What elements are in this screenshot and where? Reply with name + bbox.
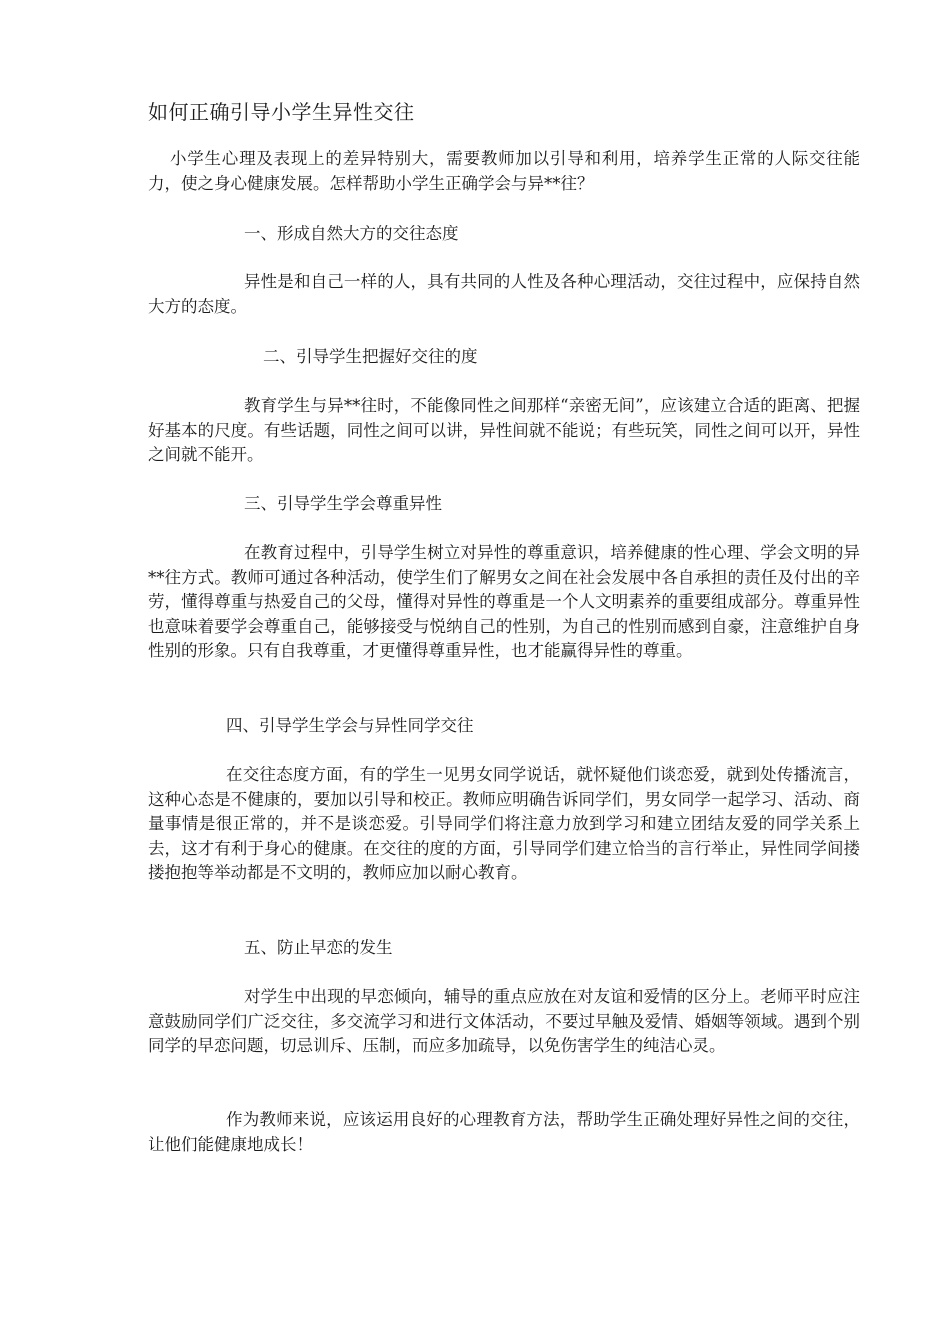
section-1-body: 异性是和自己一样的人，具有共同的人性及各种心理活动，交往过程中，应保持自然大方的态度。 (148, 272, 860, 316)
intro-paragraph: 小学生心理及表现上的差异特别大，需要教师加以引导和利用，培养学生正常的人际交往能力，使之身心健康发展。怎样帮助小学生正确学会与异**往？ (148, 149, 860, 193)
section-2-heading: 二、引导学生把握好交往的度 (263, 347, 478, 366)
section-5-body: 对学生中出现的早恋倾向，辅导的重点应放在对友谊和爱情的区分上。老师平时应注意鼓励同学们广泛交往，多交流学习和进行文体活动，不要过早触及爱情、婚姻等领域。遇到个别同学的早恋问题，切忌训斥、压制，而应多加疏导，以免伤害学生的纯洁心灵。 (148, 987, 860, 1055)
section-3-body: 在教育过程中，引导学生树立对异性的尊重意识，培养健康的性心理、学会文明的异**往方式。教师可通过各种活动，使学生们了解男女之间在社会发展中各自承担的责任及付出的辛劳，懂得尊重与热爱自己的父母，懂得对异性的尊重是一个人文明素养的重要组成部分。尊重异性也意味着要学会尊重自己，能够接受与悦纳自己的性别，为自己的性别而感到自豪，注意维护自身性别的形象。只有自我尊重，才更懂得尊重异性，也才能赢得异性的尊重。 (148, 543, 860, 660)
document-title: 如何正确引导小学生异性交往 (148, 100, 415, 124)
section-4-heading: 四、引导学生学会与异性同学交往 (226, 716, 474, 735)
section-5-heading: 五、防止早恋的发生 (244, 938, 393, 957)
conclusion-paragraph: 作为教师来说，应该运用良好的心理教育方法，帮助学生正确处理好异性之间的交往，让他们能健康地成长！ (148, 1110, 860, 1154)
section-4-body: 在交往态度方面，有的学生一见男女同学说话，就怀疑他们谈恋爱，就到处传播流言，这种心态是不健康的，要加以引导和校正。教师应明确告诉同学们，男女同学一起学习、活动、商量事情是很正常的，并不是谈恋爱。引导同学们将注意力放到学习和建立团结友爱的同学关系上去，这才有利于身心的健康。在交往的度的方面，引导同学们建立恰当的言行举止，异性同学间搂搂抱抱等举动都是不文明的，教师应加以耐心教育。 (148, 765, 860, 882)
section-2-body: 教育学生与异**往时，不能像同性之间那样“亲密无间”，应该建立合适的距离、把握好基本的尺度。有些话题，同性之间可以讲，异性间就不能说；有些玩笑，同性之间可以开，异性之间就不能开。 (148, 396, 860, 464)
section-1-heading: 一、形成自然大方的交往态度 (244, 224, 459, 243)
section-3-heading: 三、引导学生学会尊重异性 (244, 494, 442, 513)
